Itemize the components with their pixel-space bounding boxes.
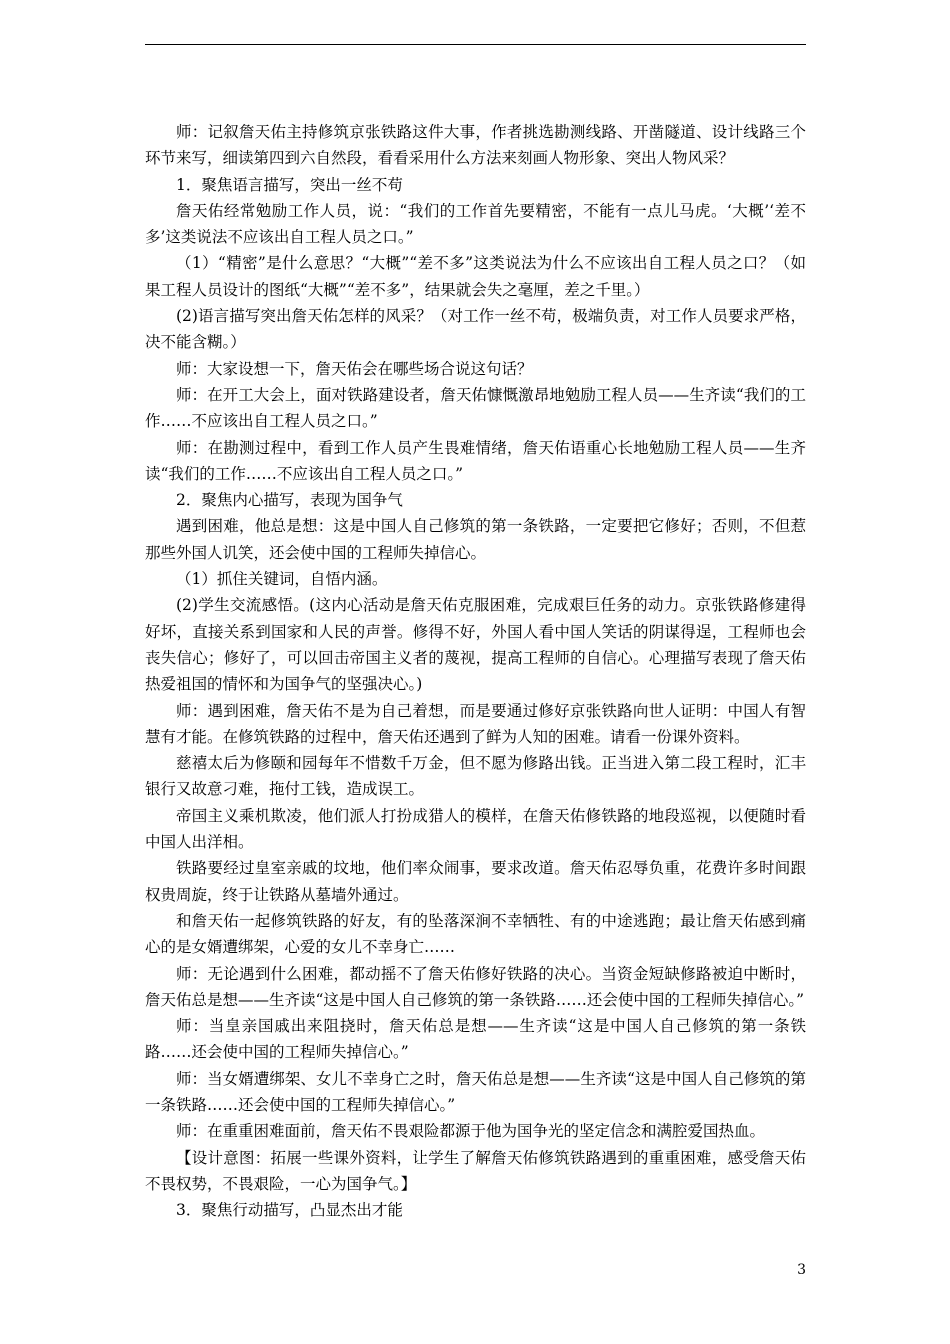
document-body	[145, 119, 806, 1223]
paragraph: 师：当皇亲国戚出来阻挠时，詹天佑总是想——生齐读“这是中国人自己修筑的第一条铁路……还会使中国的工程师失掉信心。”	[145, 1017, 806, 1062]
paragraph: 师：无论遇到什么困难，都动摇不了詹天佑修好铁路的决心。当资金短缺修路被迫中断时，詹天佑总是想——生齐读“这是中国人自己修筑的第一条铁路……还会使中国的工程师失掉信心。”	[145, 964, 806, 1009]
page-number: 3	[797, 1262, 806, 1278]
paragraph: 遇到困难，他总是想：这是中国人自己修筑的第一条铁路，一定要把它修好；否则，不但惹那些外国人讥笑，还会使中国的工程师失掉信心。	[145, 517, 806, 562]
section-heading: 1．聚焦语言描写，突出一丝不苟	[176, 175, 403, 194]
paragraph: 师：在开工大会上，面对铁路建设者，詹天佑慷慨激昂地勉励工程人员——生齐读“我们的工作……不应该出自工程人员之口。”	[145, 385, 806, 431]
paragraph: 詹天佑经常勉励工作人员，说：“我们的工作首先要精密，不能有一点儿马虎。‘大概’‘差不多’这类说法不应该出自工程人员之口。”	[145, 201, 806, 247]
section-heading: 2．聚焦内心描写，表现为国争气	[176, 491, 403, 510]
paragraph: (2)语言描写突出詹天佑怎样的风采？（对工作一丝不苟，极端负责，对工作人员要求严格，决不能含糊。）	[145, 307, 806, 352]
paragraph: 师：当女婿遭绑架、女儿不幸身亡之时，詹天佑总是想——生齐读“这是中国人自己修筑的第一条铁路……还会使中国的工程师失掉信心。”	[145, 1069, 806, 1114]
paragraph: 铁路要经过皇室亲戚的坟地，他们率众闹事，要求改道。詹天佑忍辱负重，花费许多时间跟权贵周旋，终于让铁路从墓墙外通过。	[145, 859, 806, 904]
paragraph: 慈禧太后为修颐和园每年不惜数千万金，但不愿为修路出钱。正当进入第二段工程时，汇丰银行又故意刁难，拖付工钱，造成误工。	[145, 754, 806, 799]
paragraph: (2)学生交流感悟。(这内心活动是詹天佑克服困难，完成艰巨任务的动力。京张铁路修建得好坏，直接关系到国家和人民的声誉。修得不好，外国人看中国人笑话的阴谋得逞，工程师也会丧失信心；修好了，可以回击帝国主义者的蔑视，提高工程师的自信心。心理描写表现了詹天佑热爱祖国的情怀和为国争气的坚强决心。)	[145, 596, 806, 694]
design-intent-note: 【设计意图：拓展一些课外资料，让学生了解詹天佑修筑铁路遇到的重重困难，感受詹天佑不畏权势，不畏艰险，一心为国争气。】	[145, 1148, 806, 1193]
paragraph: （1）抓住关键词，自悟内涵。	[176, 570, 388, 589]
paragraph: 师：记叙詹天佑主持修筑京张铁路这件大事，作者挑选勘测线路、开凿隧道、设计线路三个环节来写，细读第四到六自然段，看看采用什么方法来刻画人物形象、突出人物风采？	[145, 123, 806, 168]
header-rule	[145, 44, 806, 45]
paragraph: 师：在勘测过程中，看到工作人员产生畏难情绪，詹天佑语重心长地勉励工程人员——生齐读“我们的工作……不应该出自工程人员之口。”	[145, 438, 806, 483]
paragraph: 师：遇到困难，詹天佑不是为自己着想，而是要通过修好京张铁路向世人证明：中国人有智慧有才能。在修筑铁路的过程中，詹天佑还遇到了鲜为人知的困难。请看一份课外资料。	[145, 701, 806, 746]
paragraph: 师：在重重困难面前，詹天佑不畏艰险都源于他为国争光的坚定信念和满腔爱国热血。	[176, 1122, 766, 1141]
section-heading: 3．聚焦行动描写，凸显杰出才能	[176, 1201, 403, 1220]
paragraph: 帝国主义乘机欺凌，他们派人打扮成猎人的模样，在詹天佑修铁路的地段巡视，以便随时看中国人出洋相。	[145, 806, 806, 852]
paragraph: （1）“精密”是什么意思？“大概”“差不多”这类说法为什么不应该出自工程人员之口？（如果工程人员设计的图纸“大概”“差不多”，结果就会失之毫厘，差之千里。）	[145, 254, 806, 299]
paragraph: 师：大家设想一下，詹天佑会在哪些场合说这句话？	[176, 359, 533, 378]
paragraph: 和詹天佑一起修筑铁路的好友，有的坠落深涧不幸牺牲、有的中途逃跑；最让詹天佑感到痛心的是女婿遭绑架，心爱的女儿不幸身亡……	[145, 911, 806, 957]
